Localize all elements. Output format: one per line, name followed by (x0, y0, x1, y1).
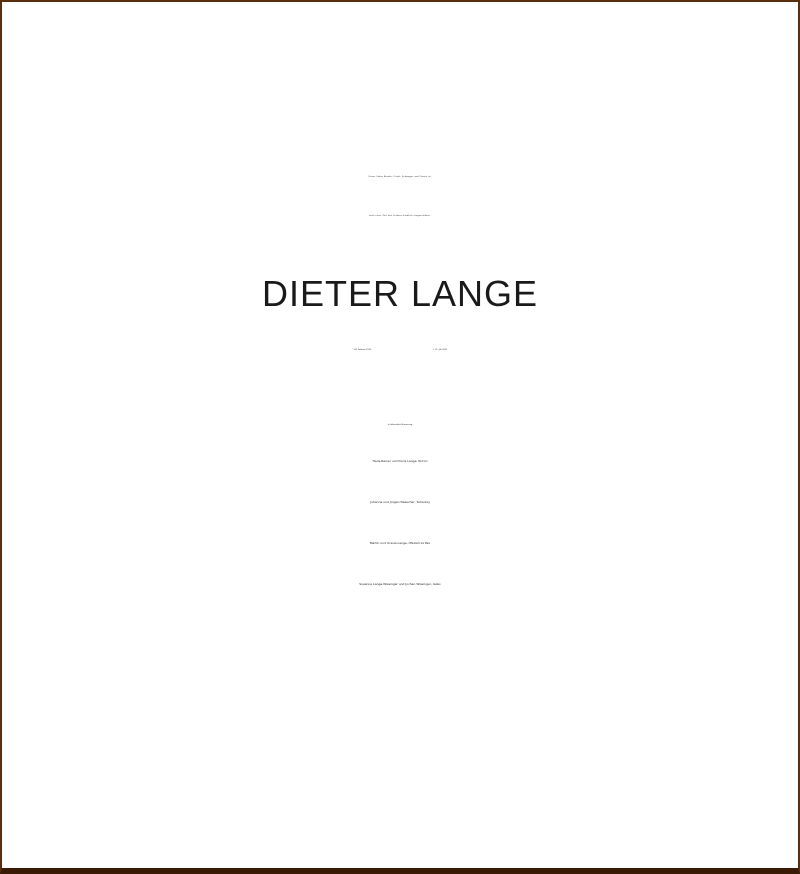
birth-date: * 28. Februar 1952 (352, 349, 372, 351)
death-date: † 11. Juli 2021 (433, 349, 448, 351)
mourner-names: Johanna und Jürgen Naescher, (370, 500, 416, 504)
mourner-line (0, 460, 800, 463)
mourner-names: Susanne Lange-Wissinger und Jochen Wissinger, (359, 582, 432, 586)
mourner-line (0, 542, 800, 545)
mourner-city: Gießen (432, 583, 441, 586)
mourner-names: Hans-Rainer und Doris Lange, (372, 459, 418, 463)
mourner-line (0, 583, 800, 586)
deceased-name: DIETER LANGE (261, 273, 539, 314)
mourner-line (0, 501, 800, 504)
mourner-city: Offenbach am Main (408, 542, 431, 545)
memory-line: In liebevoller Erinnerung (387, 424, 413, 426)
intro-line: Unser lieber Bruder, Onkel, Schwager und Cousin ist (368, 176, 432, 178)
mourner-names: Martin und Ursula Lange, (369, 541, 408, 545)
life-dates (0, 349, 800, 351)
mourner-city: Tecklenburg (416, 501, 430, 504)
intro-line: nach einer Zeit des Leidens friedlich eingeschlafen. (369, 215, 431, 217)
mourner-city: Bochum (418, 460, 428, 463)
